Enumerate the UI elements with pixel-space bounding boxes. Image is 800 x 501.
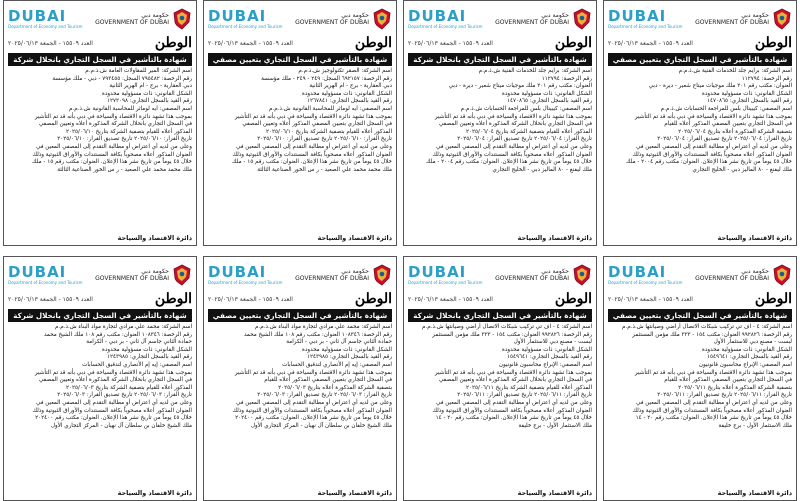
government-block [295, 264, 392, 286]
notice-line: بموجب هذا تشهد دائرة الاقتصاد والسياحة في دبي بأنه قد تم التأشير [34, 369, 192, 376]
dubai-wordmark: DUBAI [208, 263, 267, 281]
notice-header [608, 260, 792, 290]
dubai-logo [208, 265, 283, 285]
notice-footer [8, 489, 192, 497]
government-text-ar: حكومة دبي [341, 12, 369, 19]
government-text-ar: حكومة دبي [541, 268, 569, 275]
notice-line: في السجل التجاري بتعيين المصفي المذكور أعلاه للقيام [664, 377, 792, 384]
department-name: دائرة الاقتصاد والسياحة [317, 234, 392, 242]
notice-header [408, 4, 592, 34]
notice-line: تاريخ القرار: ٢٠٢٥/٠٦/١١ تاريخ تصديق القرار: ٢٠٢٥/٠٦/١١ [657, 392, 792, 399]
notice-meta-row [208, 290, 392, 308]
dubai-emblem-icon [372, 264, 392, 286]
government-text-ar: حكومة دبي [341, 268, 369, 275]
notice-header [8, 260, 192, 290]
government-text-en: GOVERNMENT OF DUBAI [95, 19, 169, 26]
notice-footer [408, 234, 592, 242]
notice-line: بموجب هذا تشهد دائرة الاقتصاد والسياحة في دبي بأنه قد تم التأشير [234, 369, 392, 376]
notice-line: اسم الشركة: برايم جلد للخدمات الفنية ش.ذ.م.م [478, 68, 592, 74]
notice-line: رقم القيد بالسجل التجاري: ١٤٧٠٨٦٥ [707, 98, 792, 105]
notice-line: في السجل التجاري بانحلال الشركة المذكورة أعلاه وتعيين المصفي [438, 377, 592, 384]
notice-line: خلال ٤٥ يوماً من تاريخ نشر هذا الإعلان. العنوان: مكتب رقم ٢٠٢٤٠٠ [35, 415, 192, 422]
notice-line: اسم المصفي: الإبراج محاسبون قانونيون [498, 361, 592, 368]
notice-line: بتصفية الشركة المذكورة أعلاه بتاريخ ٢٠٢٥/٠٦/٠٤ [678, 128, 792, 135]
department-name: دائرة الاقتصاد والسياحة [117, 234, 192, 242]
dubai-emblem-icon [772, 8, 792, 30]
notice-line: دبي العقارية - برج - ام الهرير الثانية [109, 83, 192, 90]
notice-body [208, 68, 392, 174]
notice-line: اسم المصفي: كيبيتال بلس للمراجعة الحسابات ش.ذ.م.م [460, 105, 592, 112]
notice-line: العنوان: مكتب رقم ٢٠١ ملك موجيات ميتاج شعير - ديرة - دبي [648, 83, 792, 90]
notice-title: شهادة بالتأشير في السجل التجاري بتعيين مصفي [608, 309, 792, 322]
dubai-logo [8, 9, 83, 29]
notice-body [608, 324, 792, 430]
notice-line: دبي العقارية - برج - ام الهرير الثانية [309, 83, 392, 90]
notice-line: في السجل التجاري بانحلال الشركة المذكورة أعلاه وتعيين المصفي [38, 377, 192, 384]
notice-line: اسم الشركة: محمد علي مرادي لتجارة مواد البناء ش.ذ.م.م [254, 324, 392, 330]
notice-line: العنوان المذكور أعلاه مصحوباً بكافة المستندات والأوراق الثبوتية وذلك [432, 407, 592, 414]
notice-line: العنوان المذكور أعلاه مصحوباً بكافة المستندات والأوراق الثبوتية وذلك [632, 151, 792, 158]
dubai-logo [8, 265, 83, 285]
notice-line: حمادة الثاني جاسم آل ثاني - بر دبي - الكرامة [286, 339, 392, 346]
notice-line: تاريخ القرار: ٢٠٢٥/٠٦/١٠ تاريخ تصديق القرار: ٢٠٢٥/٠٦/١٠ [257, 136, 392, 143]
notice-line: اسم المصفي: ايه لوماثر للمحاسبة القانونية ش.ذ.م.م [269, 105, 392, 112]
notice-line: اسم المصفي: إيه إم الأنصاري لتدقيق الحسابات [82, 361, 192, 368]
notice-line: بموجب هذا تشهد دائرة الاقتصاد والسياحة في دبي بأنه قد تم التأشير [434, 113, 592, 120]
government-text-ar: حكومة دبي [741, 12, 769, 19]
notice-line: تاريخ القرار: ٢٠٢٥/٠٦/١٠ تاريخ تصديق القرار: ٢٠٢٥/٠٦/١٠ [57, 136, 192, 143]
notice-line: لبست - مصنع دبي للاستثمار الأول [513, 339, 592, 346]
dubai-subtitle: Department of Economy and Tourism [208, 24, 283, 29]
dubai-subtitle: Department of Economy and Tourism [408, 280, 483, 285]
notice-line: ملك ليفنغ - ٨٠ الماليز دبي - الخليج التجاري [492, 166, 592, 173]
notice-line: رقم القيد بالسجل التجاري: ١٥٤٩٦٤١ [507, 354, 592, 361]
dubai-wordmark: DUBAI [408, 7, 467, 25]
dubai-emblem-icon [772, 264, 792, 286]
notice-line: الشكل القانوني: ذات مسؤولية محدودة [102, 346, 192, 353]
notice-line: وعلى من لديه أي اعتراض أو مطالبة التقدم إلى المصفي المعين في [636, 399, 792, 406]
notice-line: الشكل القانوني: ذات مسؤولية محدودة [302, 90, 392, 97]
dubai-subtitle: Department of Economy and Tourism [8, 280, 83, 285]
newspaper-name: الوطن [354, 291, 392, 307]
notice-header [208, 4, 392, 34]
newspaper-name: الوطن [554, 291, 592, 307]
department-name: دائرة الاقتصاد والسياحة [117, 489, 192, 497]
notice-header [408, 260, 592, 290]
notice-line: وعلى من لديه أي اعتراض أو مطالبة التقدم إلى المصفي المعين في [36, 399, 192, 406]
notice-line: العنوان المذكور أعلاه مصحوباً بكافة المستندات والأوراق الثبوتية وذلك [232, 407, 392, 414]
government-text [495, 268, 569, 282]
dubai-subtitle: Department of Economy and Tourism [8, 24, 83, 29]
notice-header [608, 4, 792, 34]
government-text-en: GOVERNMENT OF DUBAI [695, 19, 769, 26]
government-block [695, 8, 792, 30]
dubai-logo [208, 9, 283, 29]
notice-line: العنوان المذكور أعلاه مصحوباً بكافة المستندات والأوراق الثبوتية وذلك [632, 407, 792, 414]
notice-title: شهادة بالتأشير في السجل التجاري بانحلال شركة [8, 309, 192, 322]
notice-line: بتصفية الشركة المذكورة أعلاه بتاريخ ٢٠٢٥/٠٦/٠٣ [278, 384, 392, 391]
notice-footer [208, 489, 392, 497]
issue-info: العدد ١٥٥٠٩ - الجمعة ٢٠٢٥/٠٦/١٣ [208, 39, 293, 47]
notice-line: اسم المصفي: الإبراج محاسبون قانونيون [698, 361, 792, 368]
government-block [95, 264, 192, 286]
notice-line: العنوان المذكور أعلاه مصحوباً بكافة المستندات والأوراق الثبوتية وذلك [32, 151, 192, 158]
notice-line: وعلى من لديه أي اعتراض أو مطالبة التقدم إلى المصفي المعين في [436, 143, 592, 150]
notice-line: بموجب هذا تشهد دائرة الاقتصاد والسياحة في دبي بأنه قد تم التأشير [634, 113, 792, 120]
dubai-subtitle: Department of Economy and Tourism [608, 280, 683, 285]
government-text-en: GOVERNMENT OF DUBAI [95, 275, 169, 282]
notice-line: اسم الشركة: محمد علي مرادي لتجارة مواد البناء ش.ذ.م.م [54, 324, 192, 330]
dubai-emblem-icon [172, 264, 192, 286]
notice-meta-row [8, 34, 192, 52]
issue-info: العدد ١٥٥٠٩ - الجمعة ٢٠٢٥/٠٦/١٣ [8, 39, 93, 47]
government-block [95, 8, 192, 30]
notice-meta-row [608, 34, 792, 52]
notice-card [603, 0, 797, 246]
notice-body [8, 68, 192, 174]
notice-title: شهادة بالتأشير في السجل التجاري بانحلال شركة [408, 309, 592, 322]
notice-line: الشكل القانوني: ذات مسؤولية محدودة [102, 90, 192, 97]
department-name: دائرة الاقتصاد والسياحة [517, 234, 592, 242]
notice-meta-row [208, 34, 392, 52]
notice-line: العنوان المذكور أعلاه مصحوباً بكافة المستندات والأوراق الثبوتية وذلك [432, 151, 592, 158]
notice-line: رقم القيد بالسجل التجاري: ١٢٤٣٩٨٥ [307, 354, 392, 361]
department-name: دائرة الاقتصاد والسياحة [717, 234, 792, 242]
notice-line: خلال ٤٥ يوماً من تاريخ نشر هذا الإعلان. العنوان: مكتب رقم ٢٠٠٤ - ملك [626, 159, 792, 166]
dubai-emblem-icon [572, 264, 592, 286]
notice-line: رقم القيد بالسجل التجاري: ١٤٧٠٨٦٥ [507, 98, 592, 105]
notice-line: خلال ٤٥ يوماً من تاريخ نشر هذا الإعلان. العنوان: مكتب رقم ٢٠٠٤ - ملك [426, 159, 592, 166]
notice-line: وعلى من لديه أي اعتراض أو مطالبة التقدم إلى المصفي المعين في [236, 143, 392, 150]
notice-line: رقم الرخصة: ٧٩٥٤٨٢ السجل: ٧٩٣٤٥٥ - دبي - ملك مؤسسة [52, 75, 192, 82]
government-text [495, 12, 569, 26]
notice-line: ملك محمد محمد علي الصعيد - ر س الخور الصناعية الثالثة [57, 166, 192, 173]
notice-line: ملك الاستثمار الأول - برج خليفة [718, 422, 792, 429]
notice-line: اسم المصفي: إيه إم الأنصاري لتدقيق الحسابات [282, 361, 392, 368]
notice-body [8, 324, 192, 430]
notice-line: رقم القيد بالسجل التجاري: ١٥٤٩٦٤١ [707, 354, 792, 361]
notice-header [208, 260, 392, 290]
notice-title: شهادة بالتأشير في السجل التجاري بتعيين مصفي [208, 309, 392, 322]
issue-info: العدد ١٥٥٠٩ - الجمعة ٢٠٢٥/٠٦/١٣ [608, 295, 693, 303]
newspaper-name: الوطن [354, 35, 392, 51]
government-block [495, 8, 592, 30]
dubai-wordmark: DUBAI [8, 7, 67, 25]
notice-line: اسم الشركة: المير للمقاولات العامة ش.ذ.م.م [85, 68, 192, 74]
notice-line: تاريخ القرار: ٢٠٢٥/٠٦/٠٤ تاريخ تصديق القرار: ٢٠٢٥/٠٦/٠٤ [657, 136, 792, 143]
notice-title: شهادة بالتأشير في السجل التجاري بتعيين مصفي [208, 53, 392, 66]
department-name: دائرة الاقتصاد والسياحة [717, 489, 792, 497]
notice-body [208, 324, 392, 430]
notice-line: وعلى من لديه أي اعتراض أو مطالبة التقدم إلى المصفي المعين في [436, 399, 592, 406]
government-text [695, 268, 769, 282]
notice-line: اسم الشركة: برايم جلد للخدمات الفنية ش.ذ.م.م [678, 68, 792, 74]
notice-line: وعلى من لديه أي اعتراض أو مطالبة التقدم إلى المصفي المعين في [636, 143, 792, 150]
notice-body [408, 324, 592, 430]
notice-line: العنوان المذكور أعلاه مصحوباً بكافة المستندات والأوراق الثبوتية وذلك [232, 151, 392, 158]
issue-info: العدد ١٥٥٠٩ - الجمعة ٢٠٢٥/٠٦/١٣ [8, 295, 93, 303]
notice-title: شهادة بالتأشير في السجل التجاري بتعيين مصفي [608, 53, 792, 66]
dubai-wordmark: DUBAI [608, 263, 667, 281]
notice-line: خلال ٤٥ يوماً من تاريخ نشر هذا الإعلان. العنوان: مكتب رقم ٢٠٢٤٠٠ [235, 415, 392, 422]
government-text-ar: حكومة دبي [741, 268, 769, 275]
notice-footer [8, 234, 192, 242]
government-block [495, 264, 592, 286]
government-text-en: GOVERNMENT OF DUBAI [495, 275, 569, 282]
notice-line: في السجل التجاري بانحلال الشركة المذكورة أعلاه وتعيين المصفي [38, 121, 192, 128]
notice-line: في السجل التجاري بتعيين المصفي المذكور أعلاه للقيام [664, 121, 792, 128]
notice-line: اسم الشركة: الصقر تكنولوجيز ش.ذ.م.م [298, 68, 392, 74]
department-name: دائرة الاقتصاد والسياحة [517, 489, 592, 497]
dubai-wordmark: DUBAI [408, 263, 467, 281]
notice-line: رقم الرخصة: ٩٩٢٨٢٦ العنوان: مكتب ١٥٤ - ٣٣٣ ملك مؤمن المستثمر [632, 331, 792, 338]
notice-line: اسم الشركة: ٤ - اف تي تركيب شبكات الاتصال أراضي وصيانتها ش.ذ.م.م [621, 324, 792, 330]
newspaper-name: الوطن [554, 35, 592, 51]
government-text-ar: حكومة دبي [141, 268, 169, 275]
notice-line: الشكل القانوني: ذات مسؤولية محدودة [302, 346, 392, 353]
notice-line: الشكل القانوني: ذات مسؤولية محدودة [702, 90, 792, 97]
notice-line: رقم القيد بالسجل التجاري: ١٢٦٧٨٤١ [307, 98, 392, 105]
notice-meta-row [408, 290, 592, 308]
notice-body [608, 68, 792, 174]
notice-title: شهادة بالتأشير في السجل التجاري بانحلال شركة [408, 53, 592, 66]
notice-line: المذكور أعلاه للقيام بتصفية الشركة بتاريخ ٢٠٢٥/٠٦/١٠ [266, 128, 392, 135]
government-text-ar: حكومة دبي [541, 12, 569, 19]
government-text-en: GOVERNMENT OF DUBAI [495, 19, 569, 26]
notice-line: رقم الرخصة: ٩٩٢٨٢٦ العنوان: مكتب ١٥٤ - ٣٣٣ ملك مؤمن المستثمر [432, 331, 592, 338]
dubai-logo [408, 265, 483, 285]
notice-line: العنوان: مكتب رقم ٢٠١ ملك موجيات ميتاج شعير - ديرة - دبي [448, 83, 592, 90]
notice-line: رقم الرخصة: ١١٢٧٩٤ [541, 75, 592, 82]
notice-line: بموجب هذا تشهد دائرة الاقتصاد والسياحة في دبي بأنه قد تم التأشير [634, 369, 792, 376]
notice-meta-row [8, 290, 192, 308]
dubai-subtitle: Department of Economy and Tourism [608, 24, 683, 29]
newspaper-name: الوطن [154, 35, 192, 51]
notice-line: تاريخ القرار: ٢٠٢٥/٠٦/١١ تاريخ تصديق القرار: ٢٠٢٥/٠٦/١١ [457, 392, 592, 399]
notice-card [203, 256, 397, 501]
government-text-ar: حكومة دبي [141, 12, 169, 19]
notice-card [403, 0, 597, 246]
notice-line: بموجب هذا تشهد دائرة الاقتصاد والسياحة في دبي بأنه قد تم التأشير [34, 113, 192, 120]
notice-line: اسم الشركة: ٤ - اف تي تركيب شبكات الاتصال أراضي وصيانتها ش.ذ.م.م [421, 324, 592, 330]
notice-line: ملك محمد محمد علي الصعيد - ر س الخور الصناعية الثالثة [257, 166, 392, 173]
notice-card [603, 256, 797, 501]
dubai-wordmark: DUBAI [608, 7, 667, 25]
department-name: دائرة الاقتصاد والسياحة [317, 489, 392, 497]
notice-line: في السجل التجاري بتعيين المصفي المذكور أعلاه للقيام [264, 377, 392, 384]
notice-line: خلال ٤٥ يوماً من تاريخ نشر هذا الإعلان. العنوان: مكتب رقم ٢٠ - ١٤ [635, 415, 792, 422]
notice-line: حمادة الثاني جاسم آل ثاني - بر دبي - الكرامة [86, 339, 192, 346]
issue-info: العدد ١٥٥٠٩ - الجمعة ٢٠٢٥/٠٦/١٣ [208, 295, 293, 303]
notice-card [403, 256, 597, 501]
notice-card [203, 0, 397, 246]
notice-line: رقم الرخصة: ٦٩٢١٥٧ السجل: ٢٤٩ - ٢٤٩ - ملك مؤسسة [261, 75, 392, 82]
notice-line: لبست - مصنع دبي للاستثمار الأول [713, 339, 792, 346]
notice-title: شهادة بالتأشير في السجل التجاري بانحلال شركة [8, 53, 192, 66]
government-text-en: GOVERNMENT OF DUBAI [695, 275, 769, 282]
notice-line: بموجب هذا تشهد دائرة الاقتصاد والسياحة في دبي بأنه قد تم التأشير [434, 369, 592, 376]
notice-line: المذكور أعلاه للقيام بتصفية الشركة بتاريخ ٢٠٢٥/٠٦/١١ [466, 384, 592, 391]
government-block [295, 8, 392, 30]
notice-line: رقم القيد بالسجل التجاري: ١٢٤٣٩٨٥ [107, 354, 192, 361]
government-text [295, 12, 369, 26]
dubai-logo [608, 265, 683, 285]
notice-line: اسم المصفي: كيبيتال بلس للمراجعة الحسابات ش.ذ.م.م [660, 105, 792, 112]
government-text [95, 12, 169, 26]
notice-footer [408, 489, 592, 497]
notice-line: بموجب هذا تشهد دائرة الاقتصاد والسياحة في دبي بأنه قد تم التأشير [234, 113, 392, 120]
notice-line: تاريخ القرار: ٢٠٢٥/٠٦/٠٣ تاريخ تصديق القرار: ٢٠٢٥/٠٦/٠٣ [257, 392, 392, 399]
notice-line: بتصفية الشركة المذكورة أعلاه بتاريخ ٢٠٢٥/٠٦/١١ [678, 384, 792, 391]
notice-line: رقم الرخصة: ١٠٨٣٤٦ العنوان: مكتب رقم ١٠٨ ملك الشيخ محمد [43, 331, 192, 338]
dubai-logo [608, 9, 683, 29]
government-text [695, 12, 769, 26]
issue-info: العدد ١٥٥٠٩ - الجمعة ٢٠٢٥/٠٦/١٣ [408, 39, 493, 47]
notice-meta-row [408, 34, 592, 52]
notice-line: الشكل القانوني: ذات مسؤولية محدودة [502, 346, 592, 353]
notice-line: رقم الرخصة: ١٠٨٣٤٦ العنوان: مكتب رقم ١٠٨ ملك الشيخ محمد [243, 331, 392, 338]
dubai-emblem-icon [372, 8, 392, 30]
government-text-en: GOVERNMENT OF DUBAI [295, 275, 369, 282]
government-text-en: GOVERNMENT OF DUBAI [295, 19, 369, 26]
notice-line: العنوان المذكور أعلاه مصحوباً بكافة المستندات والأوراق الثبوتية وذلك [32, 407, 192, 414]
dubai-logo [408, 9, 483, 29]
notice-line: في السجل التجاري بتعيين المصفي المذكور أعلاه وتعيين المصفي [242, 121, 392, 128]
notice-footer [608, 489, 792, 497]
notice-line: ملك الشيخ خلفان بن سلطان آل نهيان - المركز التجاري الأول [50, 422, 192, 429]
dubai-wordmark: DUBAI [208, 7, 267, 25]
dubai-wordmark: DUBAI [8, 263, 67, 281]
notice-line: ملك الشيخ خلفان بن سلطان آل نهيان - المركز التجاري الأول [250, 422, 392, 429]
notice-meta-row [608, 290, 792, 308]
government-text [295, 268, 369, 282]
notice-line: المذكور أعلاه للقيام بتصفية الشركة بتاريخ ٢٠٢٥/٠٦/٠٣ [66, 384, 192, 391]
issue-info: العدد ١٥٥٠٩ - الجمعة ٢٠٢٥/٠٦/١٣ [408, 295, 493, 303]
notice-line: رقم القيد بالسجل التجاري: ١٢٧٢٠٩٨ [107, 98, 192, 105]
notice-footer [208, 234, 392, 242]
notice-line: خلال ٤٥ يوماً من تاريخ نشر هذا الإعلان. العنوان: مكتب رقم ٢٠ - ١٤ [435, 415, 592, 422]
dubai-emblem-icon [572, 8, 592, 30]
government-text [95, 268, 169, 282]
notice-line: ملك الاستثمار الأول - برج خليفة [518, 422, 592, 429]
notice-line: المذكور أعلاه للقيام بتصفية الشركة بتاريخ ٢٠٢٥/٠٦/٠٤ [466, 128, 592, 135]
notice-line: اسم المصفي: ايه لوماثر للمحاسبة القانونية ش.ذ.م.م [69, 105, 192, 112]
government-block [695, 264, 792, 286]
notice-card [3, 0, 197, 246]
dubai-subtitle: Department of Economy and Tourism [408, 24, 483, 29]
notice-line: تاريخ القرار: ٢٠٢٥/٠٦/٠٣ تاريخ تصديق القرار: ٢٠٢٥/٠٦/٠٣ [57, 392, 192, 399]
notice-line: وعلى من لديه أي اعتراض أو مطالبة التقدم إلى المصفي المعين في [36, 143, 192, 150]
notice-line: خلال ٤٥ يوماً من تاريخ نشر هذا الإعلان. العنوان: مكتب رقم ١٥ - ملك [232, 159, 392, 166]
issue-info: العدد ١٥٥٠٩ - الجمعة ٢٠٢٥/٠٦/١٣ [608, 39, 693, 47]
notice-line: رقم الرخصة: ١١٢٧٩٤ [741, 75, 792, 82]
notice-line: في السجل التجاري بانحلال الشركة المذكورة أعلاه وتعيين المصفي [438, 121, 592, 128]
newspaper-name: الوطن [154, 291, 192, 307]
notice-footer [608, 234, 792, 242]
dubai-subtitle: Department of Economy and Tourism [208, 280, 283, 285]
notice-card [3, 256, 197, 501]
notice-line: المذكور أعلاه للقيام بتصفية الشركة بتاريخ ٢٠٢٥/٠٦/١٠ [66, 128, 192, 135]
notice-body [408, 68, 592, 174]
newspaper-name: الوطن [754, 291, 792, 307]
notice-line: وعلى من لديه أي اعتراض أو مطالبة التقدم إلى المصفي المعين في [236, 399, 392, 406]
notice-header [8, 4, 192, 34]
newspaper-name: الوطن [754, 35, 792, 51]
notice-line: تاريخ القرار: ٢٠٢٥/٠٦/٠٤ تاريخ تصديق القرار: ٢٠٢٥/٠٦/٠٤ [457, 136, 592, 143]
notice-line: الشكل القانوني: ذات مسؤولية محدودة [502, 90, 592, 97]
notice-line: خلال ٤٥ يوماً من تاريخ نشر هذا الإعلان. العنوان: مكتب رقم ١٥ - ملك [32, 159, 192, 166]
notice-line: ملك ليفنغ - ٨٠ الماليز دبي - الخليج التجاري [692, 166, 792, 173]
notice-line: الشكل القانوني: ذات مسؤولية محدودة [702, 346, 792, 353]
dubai-emblem-icon [172, 8, 192, 30]
